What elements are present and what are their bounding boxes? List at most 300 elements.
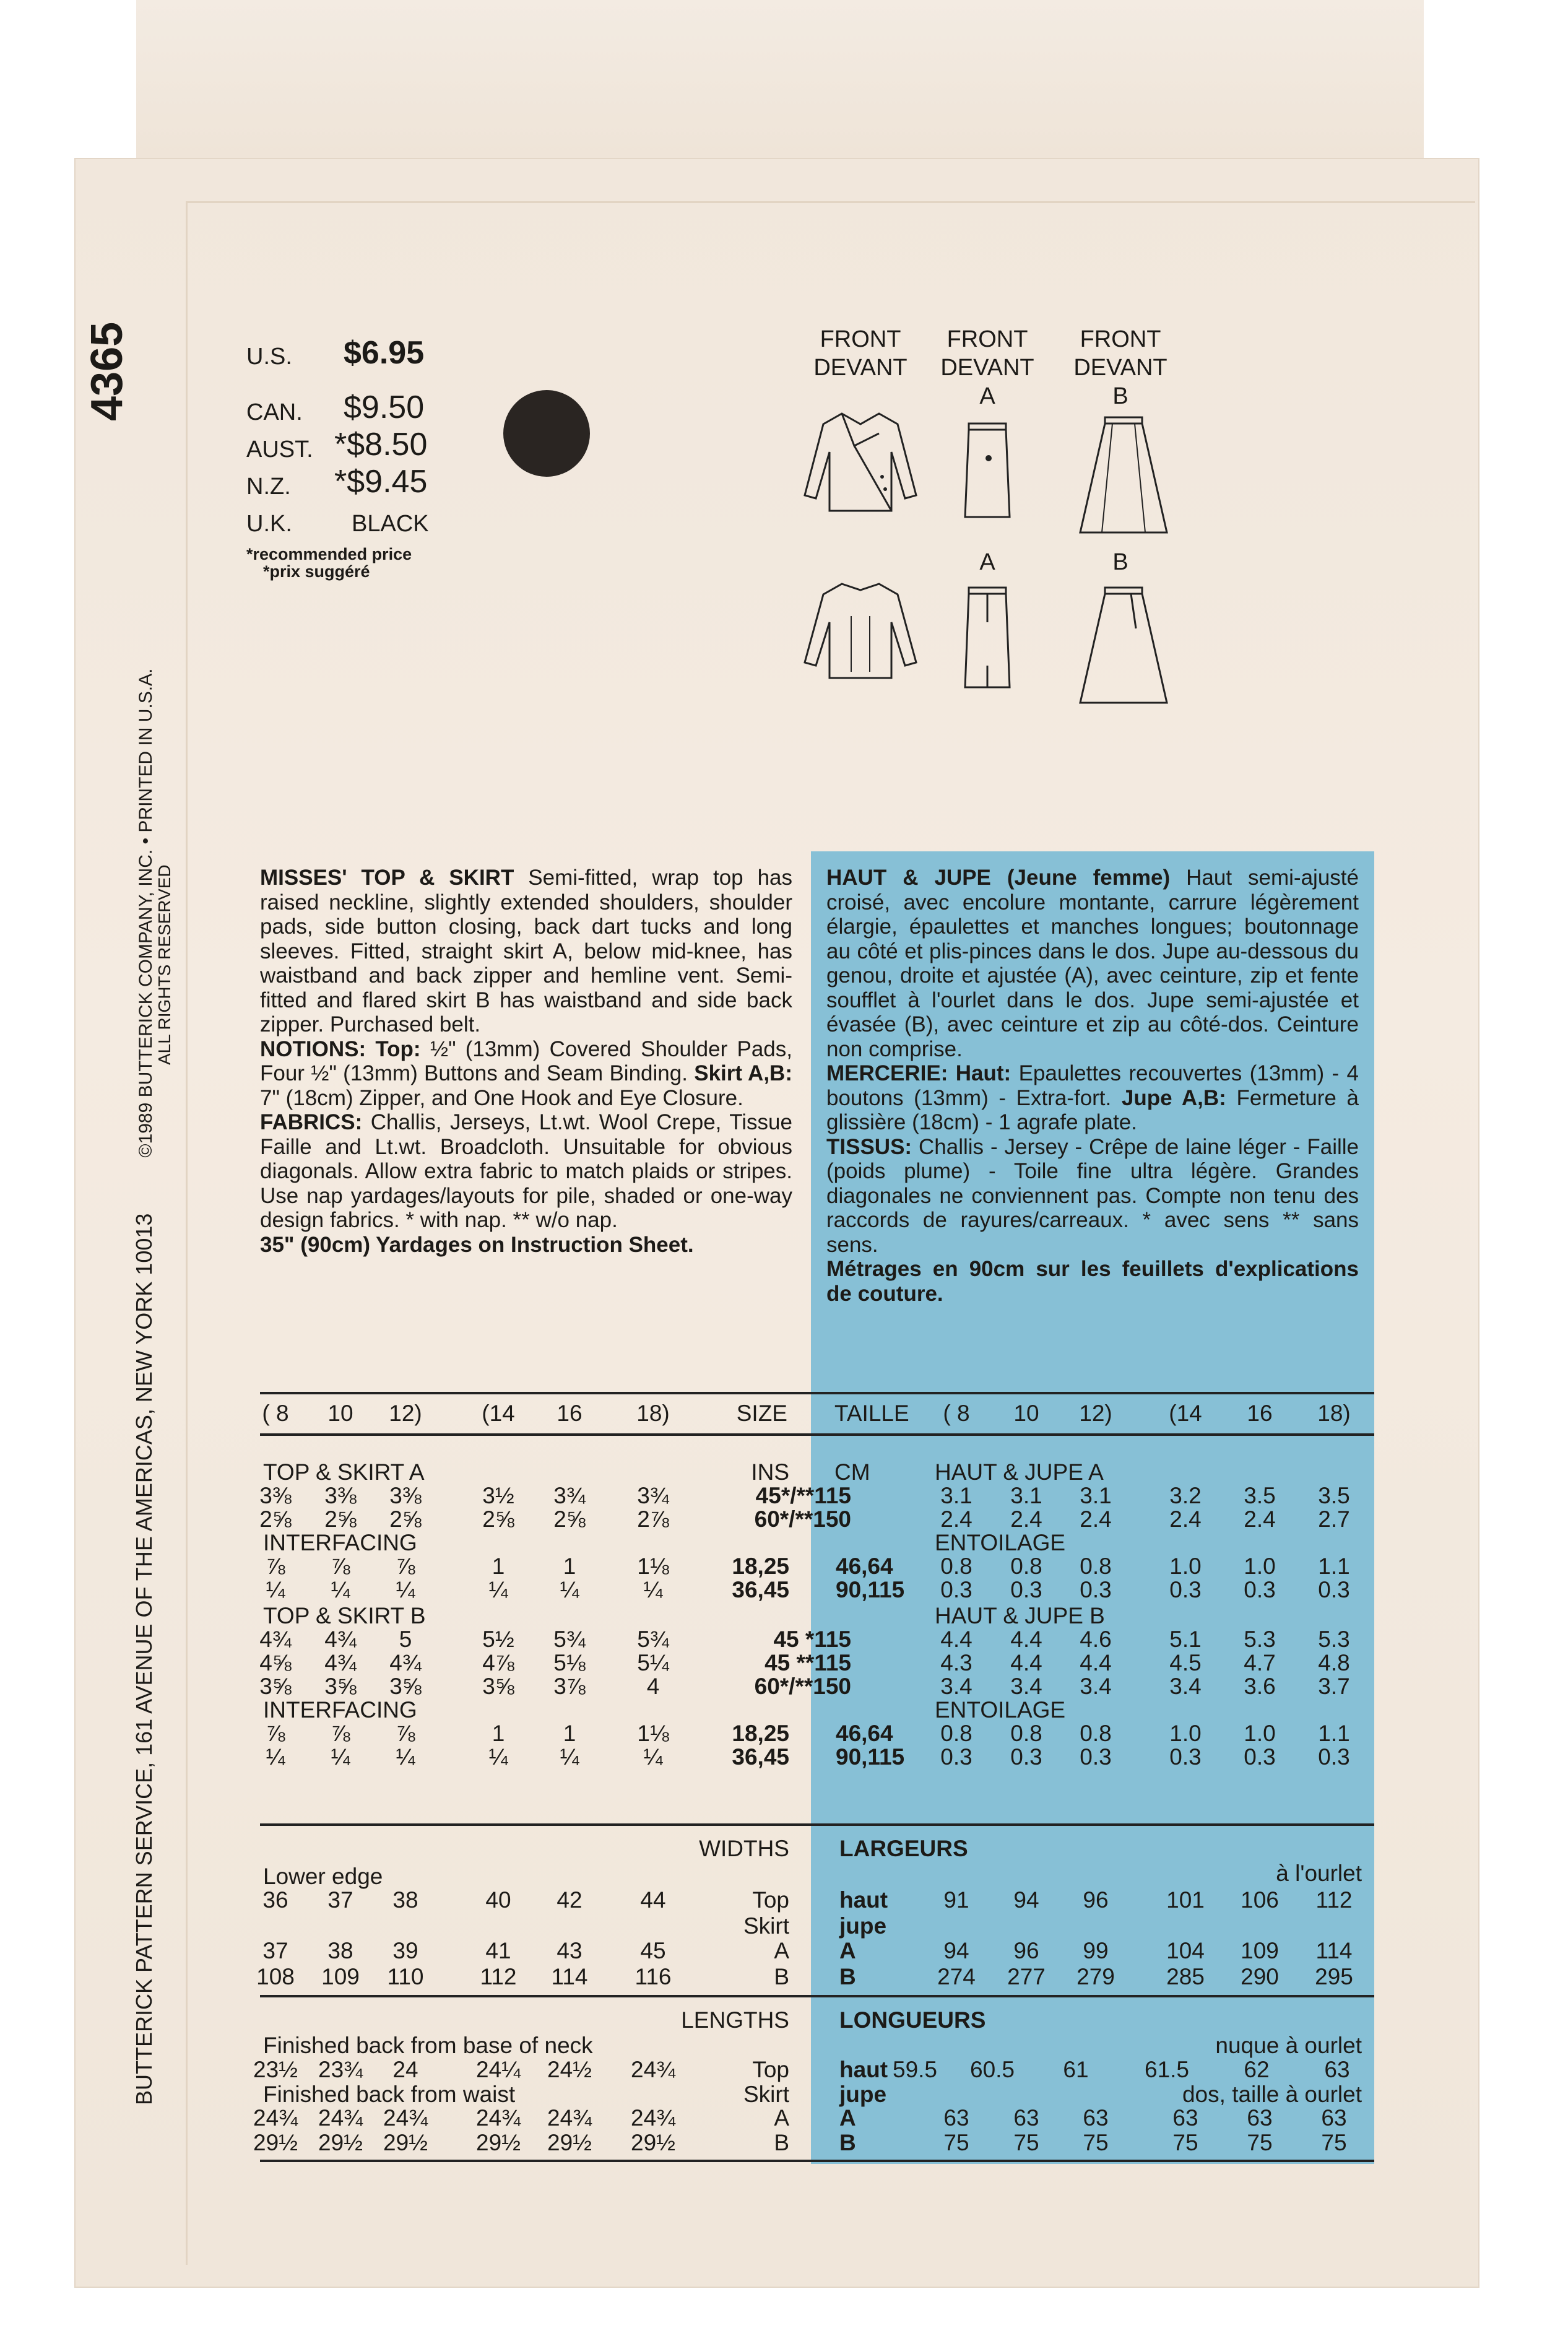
lengths-top-us-5: 24¾ xyxy=(630,2057,676,2082)
sec1-int0-us-1: ⅞ xyxy=(331,1721,350,1746)
table-bottom-rule xyxy=(260,2160,1374,2162)
widths-b-us-1: 109 xyxy=(321,1964,360,1989)
sec1-int0-m-2: 0.8 xyxy=(1080,1721,1112,1746)
sec1-row0-m-1: 4.4 xyxy=(1010,1627,1042,1652)
sec0-int0-cm: 46,64 xyxy=(836,1553,893,1579)
sec0-int1-us-1: ¼ xyxy=(331,1577,350,1602)
lengths-b-us-4: 29½ xyxy=(547,2130,592,2155)
lengths-a-us-5: 24¾ xyxy=(630,2105,676,2131)
sec1-row0-us-3: 5½ xyxy=(482,1627,514,1652)
lengths-a-fr-label: A xyxy=(839,2105,856,2131)
english-description xyxy=(260,866,792,1257)
en-title: MISSES' TOP & SKIRT xyxy=(260,866,514,890)
price-region-uk: U.K. xyxy=(246,511,292,537)
sec0-int1-us-5: ¼ xyxy=(643,1577,663,1602)
widths-b-fr-label: B xyxy=(839,1964,856,1989)
widths-a-m-3: 104 xyxy=(1166,1938,1205,1963)
en-notions-label: NOTIONS: xyxy=(260,1036,366,1061)
sec0-int1-m-1: 0.3 xyxy=(1010,1577,1042,1602)
lengths-b-m-1: 75 xyxy=(1013,2130,1039,2155)
sec0-row0-us-0: 3⅜ xyxy=(259,1483,292,1508)
sec1-row1-us-0: 4⅝ xyxy=(259,1650,292,1675)
lengths-fr-title: LONGUEURS xyxy=(839,2007,986,2033)
widths-b-m-5: 295 xyxy=(1315,1964,1353,1989)
widths-skirt-label: Skirt xyxy=(743,1913,789,1939)
widths-a-us-3: 41 xyxy=(485,1938,511,1963)
sec0-int1-cm: 90,115 xyxy=(836,1577,905,1602)
lengths-a-us-3: 24¾ xyxy=(475,2105,521,2131)
sec1-int0-m-1: 0.8 xyxy=(1010,1721,1042,1746)
widths-top-us-1: 37 xyxy=(327,1887,353,1913)
sec1-row2-m-3: 3.4 xyxy=(1169,1674,1202,1699)
fr-fabrics-label: TISSUS: xyxy=(826,1134,912,1159)
widths-top-m-3: 101 xyxy=(1166,1887,1205,1913)
widths-a-m-0: 94 xyxy=(943,1938,969,1963)
lengths-a-m-5: 63 xyxy=(1321,2105,1347,2131)
sec1-row2-m-1: 3.4 xyxy=(1010,1674,1042,1699)
sec1-row1-us-3: 4⅞ xyxy=(482,1650,514,1675)
sec1-int1-us-0: ¼ xyxy=(266,1744,285,1770)
sec1-row2-width: 60*/**150 xyxy=(754,1674,851,1699)
lengths-b-us-3: 29½ xyxy=(475,2130,521,2155)
sec1-row0-m-5: 5.3 xyxy=(1318,1627,1350,1652)
size-header-us-0: ( 8 xyxy=(262,1401,289,1426)
lengths-title: LENGTHS xyxy=(681,2007,789,2033)
pattern-number-text: 4365 xyxy=(82,321,132,421)
widths-b-us-2: 110 xyxy=(387,1964,424,1989)
sec0-row1-us-4: 2⅝ xyxy=(553,1506,586,1532)
widths-a-us-1: 38 xyxy=(327,1938,353,1963)
sec0-row1-m-2: 2.4 xyxy=(1080,1506,1112,1532)
lengths-a-m-2: 63 xyxy=(1083,2105,1109,2131)
sec0-int1-m-4: 0.3 xyxy=(1244,1577,1276,1602)
widths-a-m-2: 99 xyxy=(1083,1938,1109,1963)
sec1-row2-us-1: 3⅝ xyxy=(324,1674,357,1699)
sec0-row1-us-1: 2⅝ xyxy=(324,1506,357,1532)
widths-a-us-0: 37 xyxy=(262,1938,288,1963)
lengths-a-us-1: 24¾ xyxy=(318,2105,363,2131)
widths-skirt-fr-label: jupe xyxy=(839,1913,887,1939)
sec0-row0-m-2: 3.1 xyxy=(1080,1483,1112,1508)
lengths-b-m-3: 75 xyxy=(1172,2130,1198,2155)
fr-notions-label: MERCERIE: Haut: xyxy=(826,1061,1011,1085)
sec1-row1-us-5: 5¼ xyxy=(637,1650,669,1675)
section-entoilage-0: ENTOILAGE xyxy=(935,1530,1066,1555)
size-header-us-3: (14 xyxy=(482,1401,515,1426)
sec1-row1-m-1: 4.4 xyxy=(1010,1650,1042,1675)
section-interfacing-0: INTERFACING xyxy=(263,1530,417,1555)
lengths-top-us-4: 24½ xyxy=(547,2057,592,2082)
widths-a-m-5: 114 xyxy=(1315,1938,1353,1963)
lengths-rule xyxy=(260,1995,1374,1997)
price-can: $9.50 xyxy=(344,389,425,425)
sec0-int0-us-5: 1⅛ xyxy=(637,1553,669,1579)
sec0-row0-m-3: 3.2 xyxy=(1169,1483,1202,1508)
sec1-row1-us-1: 4¾ xyxy=(324,1650,357,1675)
sec1-int0-ins: 18,25 xyxy=(732,1721,789,1746)
sec1-int1-us-3: ¼ xyxy=(488,1744,508,1770)
lengths-top-m-1: 60.5 xyxy=(969,2057,1015,2082)
lengths-a-label: A xyxy=(774,2105,789,2131)
widths-b-us-4: 114 xyxy=(551,1964,588,1989)
sec1-int0-us-3: 1 xyxy=(492,1721,505,1746)
sec0-int1-m-0: 0.3 xyxy=(940,1577,972,1602)
widths-top-m-4: 106 xyxy=(1241,1887,1279,1913)
price-us: $6.95 xyxy=(344,335,425,371)
price-uk: BLACK xyxy=(352,511,429,537)
side-copyright: ©1989 BUTTERICK COMPANY, INC. • PRINTED IN U.S.A. xyxy=(136,668,156,1158)
sec1-row0-us-1: 4¾ xyxy=(324,1627,357,1652)
size-header-rule-top xyxy=(260,1392,1374,1394)
lengths-top-m-0: 59.5 xyxy=(892,2057,938,2082)
price-aust: *$8.50 xyxy=(334,427,428,463)
widths-top-fr-label: haut xyxy=(839,1887,888,1913)
sec1-int1-m-4: 0.3 xyxy=(1244,1744,1276,1770)
sec1-row1-m-4: 4.7 xyxy=(1244,1650,1276,1675)
side-rights-text: ALL RIGHTS RESERVED xyxy=(155,864,174,1065)
section-ins-0: INS xyxy=(751,1459,789,1485)
widths-top-m-5: 112 xyxy=(1315,1887,1353,1913)
side-publisher: BUTTERICK PATTERN SERVICE, 161 AVENUE OF THE AMERICAS, NEW YORK 10013 xyxy=(131,1213,157,2105)
widths-top-us-0: 36 xyxy=(262,1887,288,1913)
sec1-row1-us-4: 5⅛ xyxy=(553,1650,586,1675)
sec0-row0-m-4: 3.5 xyxy=(1244,1483,1276,1508)
sec0-int0-m-4: 1.0 xyxy=(1244,1553,1276,1579)
lengths-a-m-0: 63 xyxy=(943,2105,969,2131)
sec1-row1-us-2: 4¾ xyxy=(389,1650,422,1675)
lengths-b-m-5: 75 xyxy=(1321,2130,1347,2155)
section-title-1: TOP & SKIRT B xyxy=(263,1603,426,1628)
section-fr-title-1: HAUT & JUPE B xyxy=(935,1603,1105,1628)
lengths-fr-neck-note: nuque à ourlet xyxy=(1215,2033,1362,2058)
widths-a-m-1: 96 xyxy=(1013,1938,1039,1963)
sec1-int0-us-0: ⅞ xyxy=(266,1721,285,1746)
lengths-b-m-2: 75 xyxy=(1083,2130,1109,2155)
sec0-int1-us-2: ¼ xyxy=(396,1577,415,1602)
sec0-row0-us-3: 3½ xyxy=(482,1483,514,1508)
widths-top-m-1: 94 xyxy=(1013,1887,1039,1913)
sec0-int0-ins: 18,25 xyxy=(732,1553,789,1579)
size-header-rule-bottom xyxy=(260,1433,1374,1436)
sec0-row0-us-5: 3¾ xyxy=(637,1483,669,1508)
sec0-int1-ins: 36,45 xyxy=(732,1577,789,1602)
lengths-top-us-0: 23½ xyxy=(253,2057,298,2082)
sec1-row1-m-5: 4.8 xyxy=(1318,1650,1350,1675)
sec0-int1-us-3: ¼ xyxy=(488,1577,508,1602)
lengths-skirt-label: Skirt xyxy=(743,2082,789,2107)
sec1-int1-m-0: 0.3 xyxy=(940,1744,972,1770)
lengths-b-label: B xyxy=(774,2130,789,2155)
sec1-row1-width: 45 **115 xyxy=(765,1650,851,1675)
sec1-row1-m-0: 4.3 xyxy=(940,1650,972,1675)
lengths-a-m-3: 63 xyxy=(1172,2105,1198,2131)
widths-top-us-4: 42 xyxy=(557,1887,583,1913)
size-header-us-5: 18) xyxy=(636,1401,670,1426)
lengths-b-us-2: 29½ xyxy=(383,2130,428,2155)
sec0-int0-us-0: ⅞ xyxy=(266,1553,285,1579)
sec1-row2-us-3: 3⅝ xyxy=(482,1674,514,1699)
lengths-top-m-5: 63 xyxy=(1324,2057,1350,2082)
lengths-top-m-4: 62 xyxy=(1244,2057,1270,2082)
fr-title: HAUT & JUPE (Jeune femme) xyxy=(826,866,1171,890)
sketch-skirt-b-back-icon xyxy=(1074,585,1173,709)
price-note-en: *recommended price xyxy=(246,545,412,563)
sec0-row1-m-4: 2.4 xyxy=(1244,1506,1276,1532)
widths-a-m-4: 109 xyxy=(1241,1938,1279,1963)
sec1-row0-m-3: 5.1 xyxy=(1169,1627,1202,1652)
sec0-row0-width: 45*/**115 xyxy=(755,1483,851,1508)
sketch-top-front-icon xyxy=(799,409,922,520)
lengths-a-m-1: 63 xyxy=(1013,2105,1039,2131)
lengths-b-fr-label: B xyxy=(839,2130,856,2155)
en-notions-text: ½" (13mm) Covered Shoulder Pads, Four ½" (13mm) Buttons and Seam Binding. xyxy=(260,1036,792,1085)
sec1-row0-us-5: 5¾ xyxy=(637,1627,669,1652)
sec1-row0-us-4: 5¾ xyxy=(553,1627,586,1652)
lengths-b-us-1: 29½ xyxy=(318,2130,363,2155)
lengths-top-m-3: 61.5 xyxy=(1144,2057,1190,2082)
widths-rule xyxy=(260,1823,1374,1826)
lengths-top-label: Top xyxy=(752,2057,789,2082)
sec1-int0-m-0: 0.8 xyxy=(940,1721,972,1746)
label-front-top: FRONT DEVANT xyxy=(813,326,907,381)
widths-b-m-2: 279 xyxy=(1076,1964,1115,1989)
widths-fr-note: à l'ourlet xyxy=(1276,1861,1362,1886)
sec0-int0-m-2: 0.8 xyxy=(1080,1553,1112,1579)
sec1-row1-m-3: 4.5 xyxy=(1169,1650,1202,1675)
widths-top-us-5: 44 xyxy=(640,1887,666,1913)
sec0-row1-us-5: 2⅞ xyxy=(637,1506,669,1532)
sec0-int0-us-3: 1 xyxy=(492,1553,505,1579)
sec1-row1-m-2: 4.4 xyxy=(1080,1650,1112,1675)
lengths-top-m-2: 61 xyxy=(1063,2057,1089,2082)
sec0-int0-us-1: ⅞ xyxy=(331,1553,350,1579)
sec1-row0-m-0: 4.4 xyxy=(940,1627,972,1652)
side-imprint xyxy=(131,669,157,2105)
widths-b-m-3: 285 xyxy=(1166,1964,1205,1989)
size-header-fr-2: 12) xyxy=(1079,1401,1112,1426)
sec0-int1-m-2: 0.3 xyxy=(1080,1577,1112,1602)
section-cm-0: CM xyxy=(834,1459,870,1485)
sec1-int1-us-2: ¼ xyxy=(396,1744,415,1770)
label-front-b: FRONT DEVANT B xyxy=(1073,326,1167,409)
price-region-aust: AUST. xyxy=(246,437,313,463)
widths-a-label: A xyxy=(774,1938,789,1963)
size-header-label: SIZE xyxy=(736,1401,787,1426)
lengths-top-us-1: 23¾ xyxy=(318,2057,363,2082)
lengths-top-us-3: 24¼ xyxy=(475,2057,521,2082)
en-notions-top: Top: xyxy=(375,1036,421,1061)
widths-b-us-0: 108 xyxy=(256,1964,295,1989)
sec1-row2-us-0: 3⅝ xyxy=(259,1674,292,1699)
widths-top-us-2: 38 xyxy=(392,1887,418,1913)
size-header-fr-1: 10 xyxy=(1013,1401,1039,1426)
sec0-int1-us-4: ¼ xyxy=(560,1577,579,1602)
lengths-a-us-4: 24¾ xyxy=(547,2105,592,2131)
lengths-a-us-2: 24¾ xyxy=(383,2105,428,2131)
sec0-row1-m-3: 2.4 xyxy=(1169,1506,1202,1532)
lengths-skirt-fr-label: jupe xyxy=(839,2082,887,2107)
sec1-int1-ins: 36,45 xyxy=(732,1744,789,1770)
price-nz: *$9.45 xyxy=(334,464,428,500)
side-rights xyxy=(155,864,175,1065)
sec1-int1-us-4: ¼ xyxy=(560,1744,579,1770)
widths-b-label: B xyxy=(774,1964,789,1989)
widths-b-m-4: 290 xyxy=(1241,1964,1279,1989)
sketch-top-back-icon xyxy=(799,579,922,684)
sec1-row2-m-2: 3.4 xyxy=(1080,1674,1112,1699)
sec0-row1-width: 60*/**150 xyxy=(754,1506,851,1532)
lengths-a-us-0: 24¾ xyxy=(253,2105,298,2131)
section-entoilage-1: ENTOILAGE xyxy=(935,1697,1066,1723)
lengths-a-m-4: 63 xyxy=(1247,2105,1273,2131)
sec0-row1-m-0: 2.4 xyxy=(940,1506,972,1532)
black-dot-marker xyxy=(503,390,590,477)
en-desc: Semi-fitted, wrap top has raised neckline, slightly extended shoulders, shoulder pads, side button closing, back dart tucks and long sleeves. Fitted, straight skirt A, below mid-knee, has waistband and back zipper and hemline vent. Semi-fitted and flared skirt B has waistband and side back zipper. Purchased belt. xyxy=(260,866,792,1036)
price-region-us: U.S. xyxy=(246,344,292,370)
size-header-us-1: 10 xyxy=(327,1401,353,1426)
lengths-b-m-4: 75 xyxy=(1247,2130,1273,2155)
size-header-us-2: 12) xyxy=(389,1401,422,1426)
lengths-top-fr-label: haut xyxy=(839,2057,888,2082)
french-description xyxy=(826,866,1359,1306)
label-front-a: FRONT DEVANT A xyxy=(940,326,1034,409)
size-header-fr-4: 16 xyxy=(1247,1401,1273,1426)
section-title-0: TOP & SKIRT A xyxy=(263,1459,425,1485)
widths-top-label: Top xyxy=(752,1887,789,1913)
sec1-row2-us-2: 3⅝ xyxy=(389,1674,422,1699)
sec0-int0-m-0: 0.8 xyxy=(940,1553,972,1579)
fr-desc: Haut semi-ajusté croisé, avec encolure montante, carrure légèrement élargie, épaulettes et manches longues; boutonnage au côté et plis-pinces dans le dos. Jupe au-dessous du genou, droite et ajustée (A), avec ceinture, zip et fente soufflet à l'ourlet dans le dos. Jupe semi-ajustée et évasée (B), avec ceinture et zip au côté-dos. Ceinture non comprise. xyxy=(826,866,1359,1061)
sec1-row0-width: 45 *115 xyxy=(773,1627,851,1652)
sec0-row0-m-1: 3.1 xyxy=(1010,1483,1042,1508)
sec0-int0-m-1: 0.8 xyxy=(1010,1553,1042,1579)
lengths-top-us-2: 24 xyxy=(392,2057,418,2082)
sec1-int0-cm: 46,64 xyxy=(836,1721,893,1746)
en-notions-skirt-text: 7" (18cm) Zipper, and One Hook and Eye Closure. xyxy=(260,1085,743,1110)
sec1-int0-us-5: 1⅛ xyxy=(637,1721,669,1746)
widths-title: WIDTHS xyxy=(699,1836,789,1861)
sec0-row0-m-5: 3.5 xyxy=(1318,1483,1350,1508)
widths-a-us-2: 39 xyxy=(392,1938,418,1963)
sec0-row1-us-3: 2⅝ xyxy=(482,1506,514,1532)
sec0-int0-us-4: 1 xyxy=(563,1553,576,1579)
sketch-skirt-b-front-icon xyxy=(1074,415,1173,539)
lengths-b-us-5: 29½ xyxy=(630,2130,676,2155)
size-header-fr-3: (14 xyxy=(1169,1401,1202,1426)
widths-b-us-5: 116 xyxy=(635,1964,672,1989)
sec0-row0-m-0: 3.1 xyxy=(940,1483,972,1508)
sec1-row2-m-0: 3.4 xyxy=(940,1674,972,1699)
widths-top-m-0: 91 xyxy=(943,1887,969,1913)
sketch-skirt-a-back-icon xyxy=(956,585,1018,690)
size-header-us-4: 16 xyxy=(557,1401,583,1426)
sec1-row2-m-4: 3.6 xyxy=(1244,1674,1276,1699)
fr-notions-skirt: Jupe A,B: xyxy=(1121,1085,1226,1110)
sec1-row0-us-2: 5 xyxy=(399,1627,412,1652)
sec0-row0-us-4: 3¾ xyxy=(553,1483,586,1508)
sec1-int0-m-3: 1.0 xyxy=(1169,1721,1202,1746)
sec1-row0-m-4: 5.3 xyxy=(1244,1627,1276,1652)
fr-fabrics-text: Challis - Jersey - Crêpe de laine léger - Faille (poids plume) - Toile fine ultra légère. Grandes diagonales ne conviennent pas. Compte non tenu des raccords de rayures/carreaux. * avec sens ** sans sens. xyxy=(826,1134,1359,1257)
sec0-int0-m-5: 1.1 xyxy=(1318,1553,1350,1579)
taille-header-label: TAILLE xyxy=(834,1401,909,1426)
label-back-b: B xyxy=(1112,549,1128,575)
widths-a-fr-label: A xyxy=(839,1938,856,1963)
sec0-int0-m-3: 1.0 xyxy=(1169,1553,1202,1579)
fr-yardage-note: Métrages en 90cm sur les feuillets d'explications de couture. xyxy=(826,1257,1359,1306)
price-region-can: CAN. xyxy=(246,399,303,425)
sec0-row1-us-2: 2⅝ xyxy=(389,1506,422,1532)
widths-b-m-0: 274 xyxy=(937,1964,976,1989)
en-notions-skirt: Skirt A,B: xyxy=(694,1061,792,1085)
lengths-neck-note: Finished back from base of neck xyxy=(263,2033,593,2058)
sec1-int1-m-1: 0.3 xyxy=(1010,1744,1042,1770)
lengths-b-m-0: 75 xyxy=(943,2130,969,2155)
widths-top-m-2: 96 xyxy=(1083,1887,1109,1913)
fr-notions-text: Epaulettes recouvertes (13mm) - 4 boutons (13mm) - Extra-fort. xyxy=(826,1061,1359,1110)
sec1-row2-us-4: 3⅞ xyxy=(553,1674,586,1699)
sec0-row1-m-5: 2.7 xyxy=(1318,1506,1350,1532)
section-fr-title-0: HAUT & JUPE A xyxy=(935,1459,1104,1485)
pattern-number xyxy=(82,322,132,421)
sec1-int1-us-5: ¼ xyxy=(643,1744,663,1770)
en-yardage-note: 35" (90cm) Yardages on Instruction Sheet. xyxy=(260,1232,694,1257)
sec0-row1-us-0: 2⅝ xyxy=(259,1506,292,1532)
sec1-int0-m-4: 1.0 xyxy=(1244,1721,1276,1746)
sec1-int1-m-2: 0.3 xyxy=(1080,1744,1112,1770)
sec1-int1-m-3: 0.3 xyxy=(1169,1744,1202,1770)
sec1-int0-us-4: 1 xyxy=(563,1721,576,1746)
lengths-b-us-0: 29½ xyxy=(253,2130,298,2155)
section-interfacing-1: INTERFACING xyxy=(263,1697,417,1723)
sec1-row0-us-0: 4¾ xyxy=(259,1627,292,1652)
en-fabrics-text: Challis, Jerseys, Lt.wt. Wool Crepe, Tissue Faille and Lt.wt. Broadcloth. Unsuitable for obvious diagonals. Allow extra fabric to match plaids or stripes. Use nap yardages/layouts for pile, shaded or one-way design fabrics. * with nap. ** w/o nap. xyxy=(260,1110,792,1232)
price-region-nz: N.Z. xyxy=(246,474,291,500)
sec0-row1-m-1: 2.4 xyxy=(1010,1506,1042,1532)
sec1-row0-m-2: 4.6 xyxy=(1080,1627,1112,1652)
sec0-int1-us-0: ¼ xyxy=(266,1577,285,1602)
size-header-fr-0: ( 8 xyxy=(943,1401,970,1426)
sec1-int0-us-2: ⅞ xyxy=(396,1721,415,1746)
sec0-row0-us-2: 3⅜ xyxy=(389,1483,422,1508)
widths-b-m-1: 277 xyxy=(1007,1964,1046,1989)
en-fabrics-label: FABRICS: xyxy=(260,1110,363,1134)
sec1-int1-m-5: 0.3 xyxy=(1318,1744,1350,1770)
sec1-row2-m-5: 3.7 xyxy=(1318,1674,1350,1699)
widths-a-us-4: 43 xyxy=(557,1938,583,1963)
sec1-int1-us-1: ¼ xyxy=(331,1744,350,1770)
sec1-int1-cm: 90,115 xyxy=(836,1744,905,1770)
size-header-fr-5: 18) xyxy=(1317,1401,1351,1426)
lengths-waist-note: Finished back from waist xyxy=(263,2082,516,2107)
sec0-row0-us-1: 3⅜ xyxy=(324,1483,357,1508)
sec0-int1-m-3: 0.3 xyxy=(1169,1577,1202,1602)
sec0-int0-us-2: ⅞ xyxy=(396,1553,415,1579)
sec0-int1-m-5: 0.3 xyxy=(1318,1577,1350,1602)
widths-lower-edge: Lower edge xyxy=(263,1864,383,1889)
sketch-skirt-a-front-icon xyxy=(956,421,1018,520)
widths-fr-title: LARGEURS xyxy=(839,1836,968,1861)
price-note-fr: *prix suggéré xyxy=(263,562,370,581)
widths-a-us-5: 45 xyxy=(640,1938,666,1963)
widths-top-us-3: 40 xyxy=(485,1887,511,1913)
lengths-fr-waist-note: dos, taille à ourlet xyxy=(1182,2082,1362,2107)
fr-notions-skirt-text: Fermeture à glissière (18cm) - 1 agrafe plate. xyxy=(826,1085,1359,1134)
label-back-a: A xyxy=(979,549,995,575)
sec1-int0-m-5: 1.1 xyxy=(1318,1721,1350,1746)
sec1-row2-us-5: 4 xyxy=(646,1674,660,1699)
widths-b-us-3: 112 xyxy=(480,1964,517,1989)
